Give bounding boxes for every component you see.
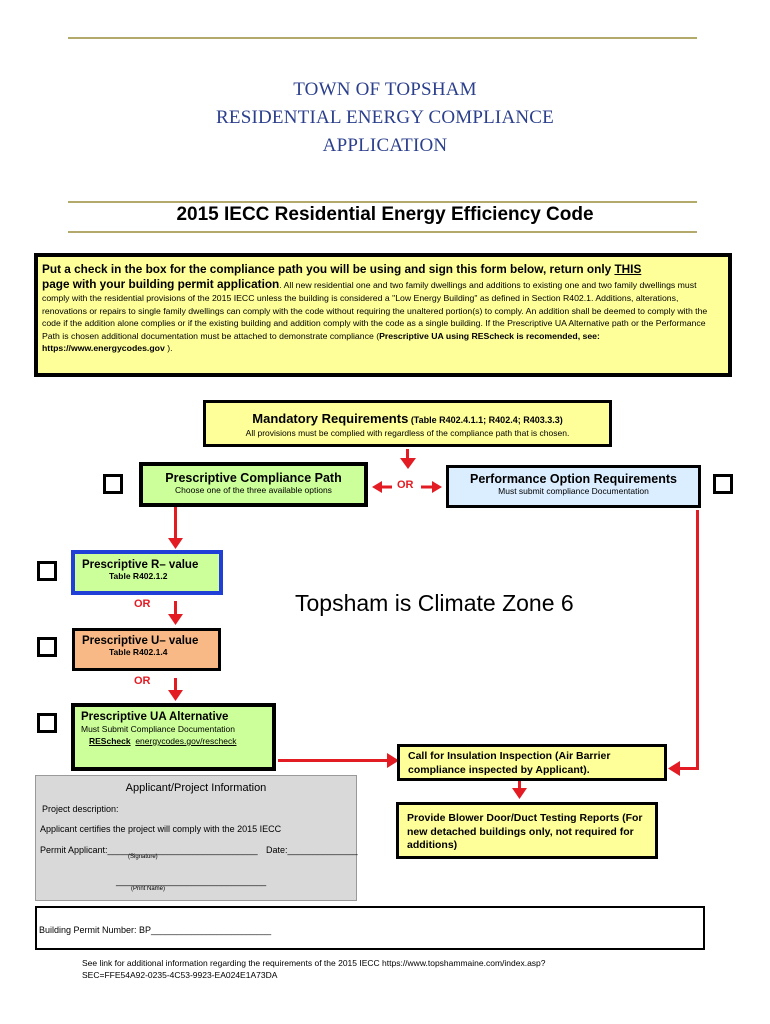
prescriptive-path-box: [139, 462, 368, 507]
checkbox-u-value[interactable]: [37, 637, 57, 657]
footer-line-2[interactable]: SEC=FFE54A92-0235-4C53-9923-EA024E1A73DA: [82, 970, 278, 980]
arrow-head-blower: [512, 788, 527, 799]
arrow-head-insulation-right: [668, 761, 680, 776]
r-value-title: Prescriptive R– value: [82, 559, 199, 571]
building-permit-box: [35, 906, 705, 950]
ua-alternative-box: [71, 703, 276, 771]
checkbox-prescriptive-path[interactable]: [103, 474, 123, 494]
climate-zone: Topsham is Climate Zone 6: [295, 590, 574, 616]
line-to-r-value: [174, 506, 177, 542]
ua-sub: Must Submit Compliance Documentation: [81, 724, 236, 734]
title-line-2: RESIDENTIAL ENERGY COMPLIANCE: [216, 107, 554, 128]
or-label-u-ua: OR: [134, 675, 151, 687]
title-line-1: TOWN OF TOPSHAM: [293, 79, 477, 100]
date-field[interactable]: Date:______________: [266, 845, 358, 855]
performance-box: [446, 465, 701, 508]
line-performance-down: [696, 510, 699, 770]
insulation-inspection-box: Call for Insulation Inspection (Air Barrier compliance inspected by Applicant).: [397, 744, 667, 781]
signature-caption: (Signature): [128, 854, 158, 860]
code-rule-top: [68, 201, 697, 203]
energycodes-link[interactable]: energycodes.gov/rescheck: [135, 736, 237, 746]
footer-note: [82, 957, 546, 981]
applicant-panel: [35, 775, 357, 901]
building-permit-field[interactable]: Building Permit Number: BP________________________: [39, 925, 272, 935]
instructions-body: . All new residential one and two family dwellings and additions to existing one and two family dwellings must comply with the residential provisions of the 2015 IECC unless the building is considered a "Low Energy Building" as defined in Section R402.1. Additions, alterations, renovations or repairs to single family dwellings can comply with the code without requiring the unaltered portion(s) to comply. An addition shall be deemed to comply with the code if the addition alone complies or if the existing building and addition comply with the code as a single building. If the Prescriptive UA Alternative path or the Performance Path is chosen additional documentation must be attached to demonstrate compliance (: [42, 280, 708, 341]
certification-text: Applicant certifies the project will comply with the 2015 IECC: [40, 824, 282, 834]
ua-title: Prescriptive UA Alternative: [81, 711, 229, 723]
mandatory-sub: All provisions must be complied with regardless of the compliance path that is chosen.: [245, 428, 570, 438]
mandatory-ref: (Table R402.4.1.1; R402.4; R403.3.3): [408, 415, 563, 425]
line-ua-to-insulation: [278, 759, 390, 762]
prescriptive-path-sub: Choose one of the three available options: [175, 485, 332, 495]
line-performance-left: [677, 767, 699, 770]
arrow-head-ua: [168, 690, 183, 701]
r-value-sub: Table R402.1.2: [109, 571, 168, 581]
performance-sub: Must submit compliance Documentation: [498, 486, 649, 496]
r-value-box: [71, 550, 223, 595]
u-value-title: Prescriptive U– value: [82, 635, 199, 647]
mandatory-title: Mandatory Requirements: [252, 411, 409, 426]
instructions-box: Put a check in the box for the compliance path you will be using and sign this form below, return only THIS page with your building permit application. All new residential one and two family dwellings and additions to existing one and two family dwellings must comply with the residential provisions of the 2015 IECC unless the building is considered a "Low Energy Building" as defined in Section R402.1. Additions, alterations, renovations or repairs to single family dwellings can comply with the code without requiring the unaltered portion(s) to comply. An addition shall be deemed to comply with the code if the addition alone complies or if the existing building and addition comply with the code as a single building. If the Prescriptive UA Alternative path or the Performance Path is chosen additional documentation must be attached to demonstrate compliance (Prescriptive UA using REScheck is recomended, see: https://www.energycodes.gov ).: [34, 253, 732, 377]
permit-applicant-field[interactable]: Permit Applicant:______________________________: [40, 845, 258, 855]
rescheck-link[interactable]: REScheck: [89, 736, 131, 746]
prescriptive-path-title: Prescriptive Compliance Path: [165, 471, 342, 485]
or-label-main: OR: [397, 479, 414, 491]
arrow-head-u: [168, 614, 183, 625]
mandatory-requirements-box: [203, 400, 612, 447]
code-title: 2015 IECC Residential Energy Efficiency Code: [176, 204, 594, 225]
applicant-heading: Applicant/Project Information: [125, 782, 267, 794]
checkbox-performance[interactable]: [713, 474, 733, 494]
print-name-field[interactable]: ______________________________: [116, 876, 267, 886]
project-description-label: Project description:: [42, 804, 119, 814]
arrow-head-mandatory: [400, 458, 416, 470]
title-line-3: APPLICATION: [322, 135, 448, 156]
blower-door-box: Provide Blower Door/Duct Testing Reports (For new detached buildings only, not required for additions): [396, 802, 658, 859]
footer-line-1[interactable]: See link for additional information regarding the requirements of the 2015 IECC https://www.topshammaine.com/index.asp?: [82, 958, 546, 968]
top-rule: [68, 37, 697, 39]
performance-title: Performance Option Requirements: [470, 472, 677, 486]
checkbox-r-value[interactable]: [37, 561, 57, 581]
arrow-head-r: [168, 538, 183, 549]
u-value-box: [72, 628, 221, 671]
instructions-lead: Put a check in the box for the compliance path you will be using and sign this form below, return only THIS page with your building permit application: [42, 262, 642, 291]
print-name-caption: (Print Name): [131, 886, 166, 892]
checkbox-ua-alternative[interactable]: [37, 713, 57, 733]
code-rule-bottom: [68, 231, 697, 233]
instructions-bold: Prescriptive UA using REScheck is recomended, see: https://www.energycodes.gov: [42, 330, 600, 353]
u-value-sub: Table R402.1.4: [109, 647, 168, 657]
or-label-r-u: OR: [134, 598, 151, 610]
